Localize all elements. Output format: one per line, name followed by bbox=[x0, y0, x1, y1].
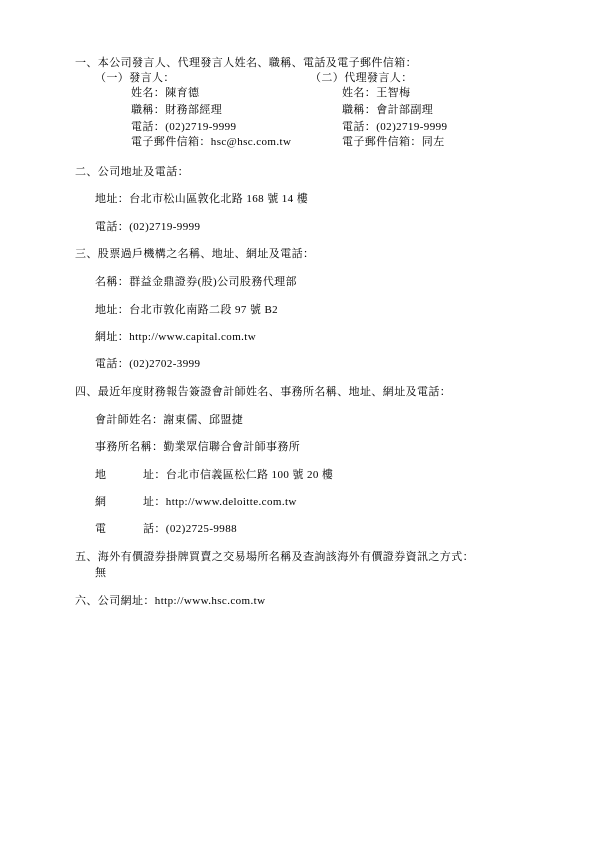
spokesperson-email: 電子郵件信箱：hsc@hsc.com.tw bbox=[131, 136, 292, 148]
spokesperson-name: 姓名：陳育德 bbox=[131, 87, 200, 99]
section6-company-website: 六、公司網址：http://www.hsc.com.tw bbox=[75, 595, 266, 607]
audit-firm-address: 址：台北市信義區松仁路 100 號 20 樓 bbox=[143, 469, 334, 481]
audit-firm-address-label: 地 bbox=[95, 469, 107, 481]
transfer-agent-name: 名稱：群益金鼎證券(股)公司股務代理部 bbox=[95, 276, 297, 288]
audit-firm-phone-label: 電 bbox=[95, 523, 107, 535]
section5-answer: 無 bbox=[95, 567, 107, 579]
spokesperson-title: （一）發言人： bbox=[95, 72, 175, 84]
deputy-name: 姓名：王智梅 bbox=[342, 87, 411, 99]
company-phone: 電話：(02)2719-9999 bbox=[95, 221, 201, 233]
deputy-position: 職稱：會計部副理 bbox=[342, 104, 434, 116]
section1-heading: 一、本公司發言人、代理發言人姓名、職稱、電話及電子郵件信箱： bbox=[75, 57, 417, 69]
spokesperson-position: 職稱：財務部經理 bbox=[131, 104, 223, 116]
section2-heading: 二、公司地址及電話： bbox=[75, 166, 189, 178]
deputy-spokesperson-title: （二）代理發言人： bbox=[310, 72, 413, 84]
transfer-agent-phone: 電話：(02)2702-3999 bbox=[95, 358, 201, 370]
deputy-email: 電子郵件信箱：同左 bbox=[342, 136, 445, 148]
spokesperson-phone: 電話：(02)2719-9999 bbox=[131, 121, 237, 133]
audit-firm-phone: 話：(02)2725-9988 bbox=[143, 523, 237, 535]
section5-heading: 五、海外有價證券掛牌買賣之交易場所名稱及查詢該海外有價證券資訊之方式： bbox=[75, 551, 474, 563]
section4-heading: 四、最近年度財務報告簽證會計師姓名、事務所名稱、地址、網址及電話： bbox=[75, 386, 452, 398]
section3-heading: 三、股票過戶機構之名稱、地址、網址及電話： bbox=[75, 248, 315, 260]
company-address: 地址：台北市松山區敦化北路 168 號 14 樓 bbox=[95, 193, 309, 205]
audit-firm-name: 事務所名稱：勤業眾信聯合會計師事務所 bbox=[95, 441, 301, 453]
transfer-agent-address: 地址：台北市敦化南路二段 97 號 B2 bbox=[95, 304, 279, 316]
transfer-agent-website: 網址：http://www.capital.com.tw bbox=[95, 331, 257, 343]
deputy-phone: 電話：(02)2719-9999 bbox=[342, 121, 448, 133]
auditor-names: 會計師姓名：謝東儒、邱盟捷 bbox=[95, 414, 244, 426]
audit-firm-website: 址：http://www.deloitte.com.tw bbox=[143, 496, 297, 508]
audit-firm-website-label: 網 bbox=[95, 496, 107, 508]
